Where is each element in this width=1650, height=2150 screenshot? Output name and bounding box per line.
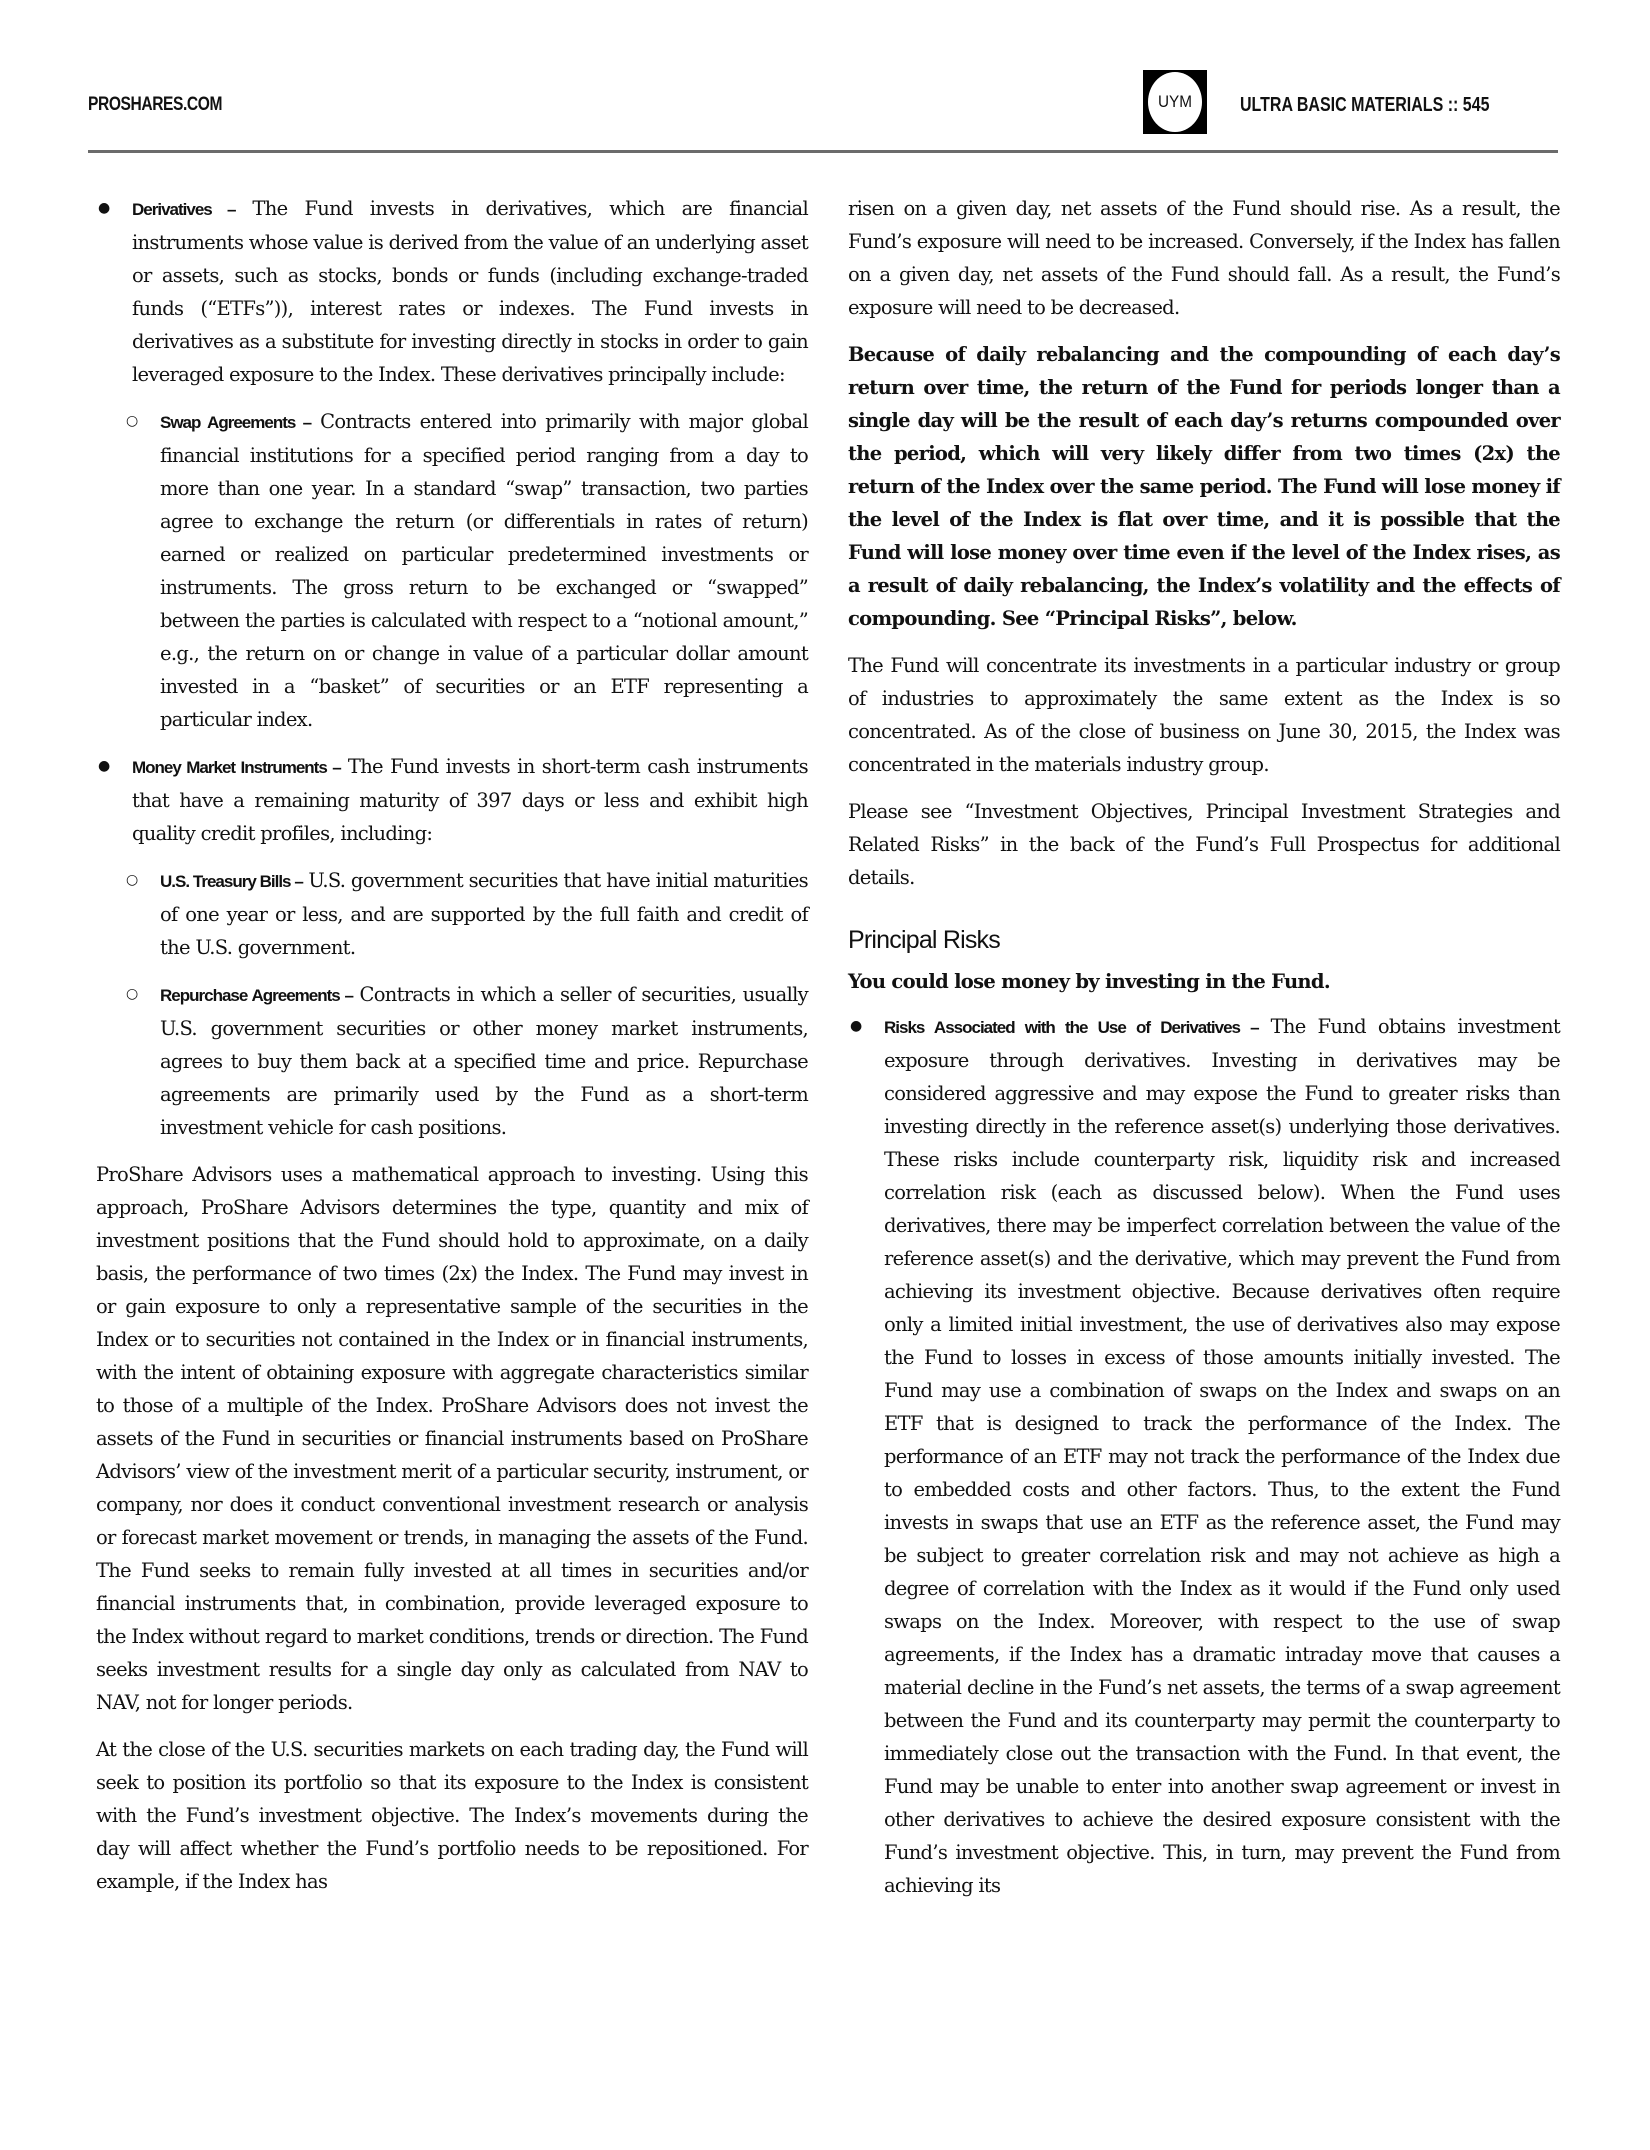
paragraph-continuation: risen on a given day, net assets of the Fund should rise. As a result, the Fund’s exposure will need to be increased. Conversely, if the Index has fallen on a given day, net assets of the Fund should fall. As a result, the Fund’s exposure will need to be decreased. [848,197,1560,319]
list-item-treasury-bills [96,864,808,964]
page-header [88,62,1558,152]
ticker-badge-label: UYM [1148,72,1202,132]
right-column [848,192,1560,1916]
list-item-lead: Risks Associated with the Use of Derivatives – [884,1018,1259,1037]
site-name: PROSHARES.COM [88,94,223,115]
paragraph-approach: ProShare Advisors uses a mathematical approach to investing. Using this approach, ProShare Advisors determines the type, quantity and mix of investment positions that the Fund should hold to approximate, on a daily basis, the performance of two times (2x) the Index. The Fund may invest in or gain exposure to only a representative sample of the securities in the Index or to securities not contained in the Index or in financial instruments, with the intent of obtaining exposure with aggregate characteristics similar to those of a multiple of the Index. ProShare Advisors does not invest the assets of the Fund in securities or financial instruments based on ProShare Advisors’ view of the investment merit of a particular security, instrument, or company, nor does it conduct conventional investment research or analysis or forecast market movement or trends, in managing the assets of the Fund. The Fund seeks to remain fully invested at all times in securities and/or financial instruments that, in combination, provide leveraged exposure to the Index without regard to market conditions, trends or direction. The Fund seeks investment results for a single day only as calculated from NAV to NAV, not for longer periods. [96,1163,808,1714]
list-item-lead: Derivatives – [132,200,236,219]
section-heading-principal-risks: Principal Risks [848,926,1000,954]
risk-warning: You could lose money by investing in the Fund. [848,970,1330,993]
list-item-derivative-risks [848,1010,1560,1902]
list-item-text: The Fund invests in derivatives, which are financial instruments whose value is derived from the value of an underlying asset or assets, such as stocks, bonds or funds (including exchange-traded funds (“ETFs”)), interest rates or indexes. The Fund invests in derivatives as a substitute for investing directly in stocks in order to gain leveraged exposure to the Index. These derivatives principally include: [132,197,808,386]
paragraph-compounding-warning: Because of daily rebalancing and the compounding of each day’s return over time, the return of the Fund for periods longer than a single day will be the result of each day’s returns compounded over the period, which will very likely differ from two times (2x) the return of the Index over the same period. The Fund will lose money if the level of the Index is flat over time, and it is possible that the Fund will lose money over time even if the level of the Index rises, as a result of daily rebalancing, the Index’s volatility and the effects of compounding. See “Principal Risks”, below. [848,343,1560,630]
list-item-money-market [96,750,808,850]
ticker-badge [1143,70,1207,134]
paragraph-market-close: At the close of the U.S. securities markets on each trading day, the Fund will seek to position its portfolio so that its exposure to the Index is consistent with the Fund’s investment objective. The Index’s movements during the day will affect whether the Fund’s portfolio needs to be repositioned. For example, if the Index has [96,1738,808,1893]
list-item-text: Contracts in which a seller of securities, usually U.S. government securities or other money market instruments, agrees to buy them back at a specified time and price. Repurchase agreements are primarily used by the Fund as a short-term investment vehicle for cash positions. [160,983,808,1139]
list-item-derivatives [96,192,808,391]
list-item-swap-agreements [96,405,808,736]
list-item-repurchase-agreements [96,978,808,1144]
paragraph-concentration: The Fund will concentrate its investments in a particular industry or group of industries to approximately the same extent as the Index is so concentrated. As of the close of business on June 30, 2015, the Index was concentrated in the materials industry group. [848,654,1560,776]
fund-title-page-number: ULTRA BASIC MATERIALS :: 545 [1240,94,1490,116]
list-item-lead: Repurchase Agreements – [160,986,353,1005]
list-item-text: The Fund obtains investment exposure through derivatives. Investing in derivatives may be considered aggressive and may expose the Fund to greater risks than investing directly in the reference asset(s) underlying those derivatives. These risks include counterparty risk, liquidity risk and increased correlation risk (each as discussed below). When the Fund uses derivatives, there may be imperfect correlation between the value of the reference asset(s) and the derivative, which may prevent the Fund from achieving its investment objective. Because derivatives often require only a limited initial investment, the use of derivatives also may expose the Fund to losses in excess of those amounts initially invested. The Fund may use a combination of swaps on the Index and swaps on an ETF that is designed to track the performance of the Index. The performance of an ETF may not track the performance of the Index due to embedded costs and other factors. Thus, to the extent the Fund invests in swaps that use an ETF as the reference asset, the Fund may be subject to greater correlation risk and may not achieve as high a degree of correlation with the Index as it would if the Fund only used swaps on the Index. Moreover, with respect to the use of swap agreements, if the Index has a dramatic intraday move that causes a material decline in the Fund’s net assets, the terms of a swap agreement between the Fund and its counterparty may permit the counterparty to immediately close out the transaction with the Fund. In that event, the Fund may be unable to enter into another swap agreement or invest in other derivatives to achieve the desired exposure consistent with the Fund’s investment objective. This, in turn, may prevent the Fund from achieving its [884,1015,1560,1897]
list-item-text: Contracts entered into primarily with major global financial institutions for a specified period ranging from a day to more than one year. In a standard “swap” transaction, two parties agree to exchange the return (or differentials in rates of return) earned or realized on particular predetermined investments or instruments. The gross return to be exchanged or “swapped” between the parties is calculated with respect to a “notional amount,” e.g., the return on or change in value of a particular dollar amount invested in a “basket” of securities or an ETF representing a particular index. [160,410,808,731]
left-column [96,192,808,1912]
list-item-lead: Money Market Instruments – [132,758,341,777]
list-item-text: U.S. government securities that have initial maturities of one year or less, and are supported by the full faith and credit of the U.S. government. [160,869,808,959]
list-item-lead: U.S. Treasury Bills – [160,872,303,891]
header-divider [88,150,1558,153]
list-item-lead: Swap Agreements – [160,413,312,432]
list-item-text: The Fund invests in short-term cash instruments that have a remaining maturity of 397 days or less and exhibit high quality credit profiles, including: [132,755,808,845]
paragraph-see-prospectus: Please see “Investment Objectives, Principal Investment Strategies and Related Risks” in the back of the Fund’s Full Prospectus for additional details. [848,800,1560,889]
